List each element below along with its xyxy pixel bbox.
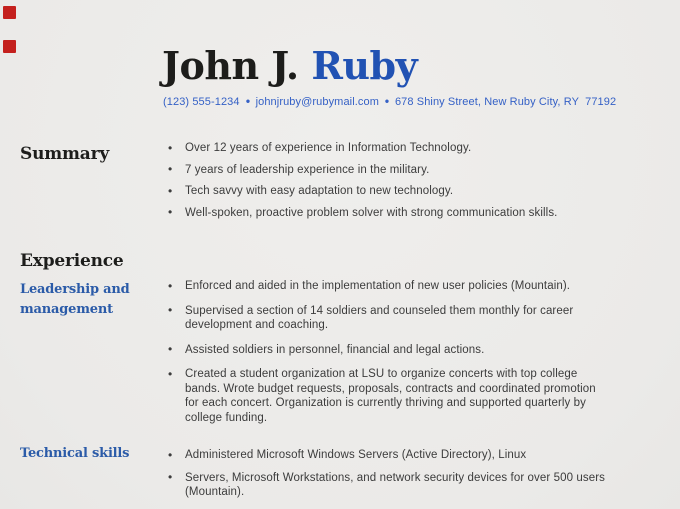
contact-phone: (123) 555-1234 [163, 96, 240, 108]
list-item: • 7 years of leadership experience in the military. [163, 163, 608, 178]
red-marker-square-bottom [3, 40, 16, 53]
subheading-leadership-management: Leadership and management [20, 282, 130, 317]
list-item: • Over 12 years of experience in Information Technology. [163, 141, 608, 156]
list-item: • Well-spoken, proactive problem solver with strong communication skills. [163, 206, 608, 221]
technical-skills-list [163, 448, 608, 508]
red-marker-square-top [3, 6, 16, 19]
list-item: • Tech savvy with easy adaptation to new technology. [163, 184, 608, 199]
summary-heading: Summary [20, 144, 110, 164]
list-item: • Assisted soldiers in personnel, financial and legal actions. [163, 343, 608, 358]
list-item: • Administered Microsoft Windows Servers (Active Directory), Linux [163, 448, 608, 463]
page-title [162, 44, 417, 88]
name-primary: John J. [162, 43, 312, 88]
subheading-technical-skills: Technical skills [20, 446, 130, 461]
list-item: • Enforced and aided in the implementation of new user policies (Mountain). [163, 279, 608, 294]
contact-email: johnjruby@rubymail.com [255, 96, 379, 108]
contact-line [163, 95, 616, 109]
separator-dot: • [384, 95, 390, 109]
summary-list [163, 141, 608, 227]
list-item: • Supervised a section of 14 soldiers and counseled them monthly for career development and coaching. [163, 304, 608, 333]
contact-address: 678 Shiny Street, New Ruby City, RY 77192 [394, 96, 617, 108]
experience-list [163, 279, 608, 435]
list-item: • Created a student organization at LSU to organize concerts with top college bands. Wrote budget requests, proposals, contracts and coordinated promotion for each concert. Organization is currently thriving and supported quarterly by college funding. [163, 367, 608, 425]
name-accent: Ruby [311, 43, 418, 88]
separator-dot: • [245, 95, 250, 109]
list-item: • Servers, Microsoft Workstations, and network security devices for over 500 users (Mountain). [163, 471, 608, 500]
experience-heading: Experience [20, 251, 124, 271]
